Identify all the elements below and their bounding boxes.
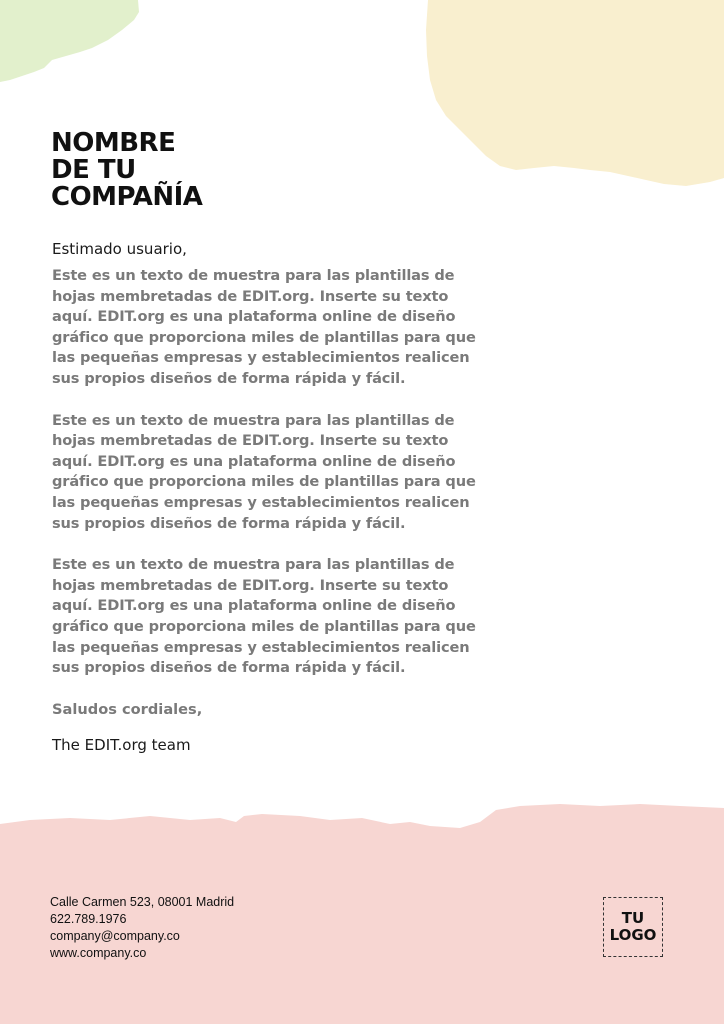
body-paragraph-2: Este es un texto de muestra para las plantillas de hojas membretadas de EDIT.org. Inserte su texto aquí. EDIT.org es una plataforma online de diseño gráfico que proporciona miles de plantillas para que las pequeñas empresas y establecimientos realicen sus propios diseños de forma rápida y fácil.	[52, 411, 476, 532]
phone-text: 622.789.1976	[50, 912, 127, 926]
body-paragraph-1: Este es un texto de muestra para las plantillas de hojas membretadas de EDIT.org. Inserte su texto aquí. EDIT.org es una plataforma online de diseño gráfico que proporciona miles de plantillas para que las pequeñas empresas y establecimientos realicen sus propios diseños de forma rápida y fácil.	[52, 267, 476, 387]
logo-placeholder	[603, 897, 663, 957]
logo-line-2: LOGO	[609, 926, 657, 944]
closing: Saludos cordiales,	[52, 700, 203, 718]
company-name-line-1: NOMBRE	[51, 128, 176, 158]
email-text: company@company.co	[50, 929, 180, 943]
contact-info	[50, 894, 234, 962]
address-text: Calle Carmen 523, 08001 Madrid	[50, 895, 235, 909]
yellow-brush-path	[426, 0, 724, 186]
logo-line-1: TU	[621, 909, 645, 927]
yellow-brush-shape	[424, 0, 724, 190]
green-brush-shape	[0, 0, 140, 85]
company-name-line-3: COMPAÑÍA	[51, 182, 203, 212]
signature: The EDIT.org team	[52, 735, 191, 754]
letter-body	[52, 238, 492, 755]
company-name-line-2: DE TU	[51, 155, 136, 185]
website-text: www.company.co	[50, 946, 147, 960]
greeting: Estimado usuario,	[52, 240, 187, 258]
body-paragraph-3: Este es un texto de muestra para las plantillas de hojas membretadas de EDIT.org. Inserte su texto aquí. EDIT.org es una plataforma online de diseño gráfico que proporciona miles de plantillas para que las pequeñas empresas y establecimientos realicen sus propios diseños de forma rápida y fácil.	[52, 556, 476, 677]
green-brush-path	[0, 0, 139, 82]
company-name-heading	[51, 130, 202, 211]
